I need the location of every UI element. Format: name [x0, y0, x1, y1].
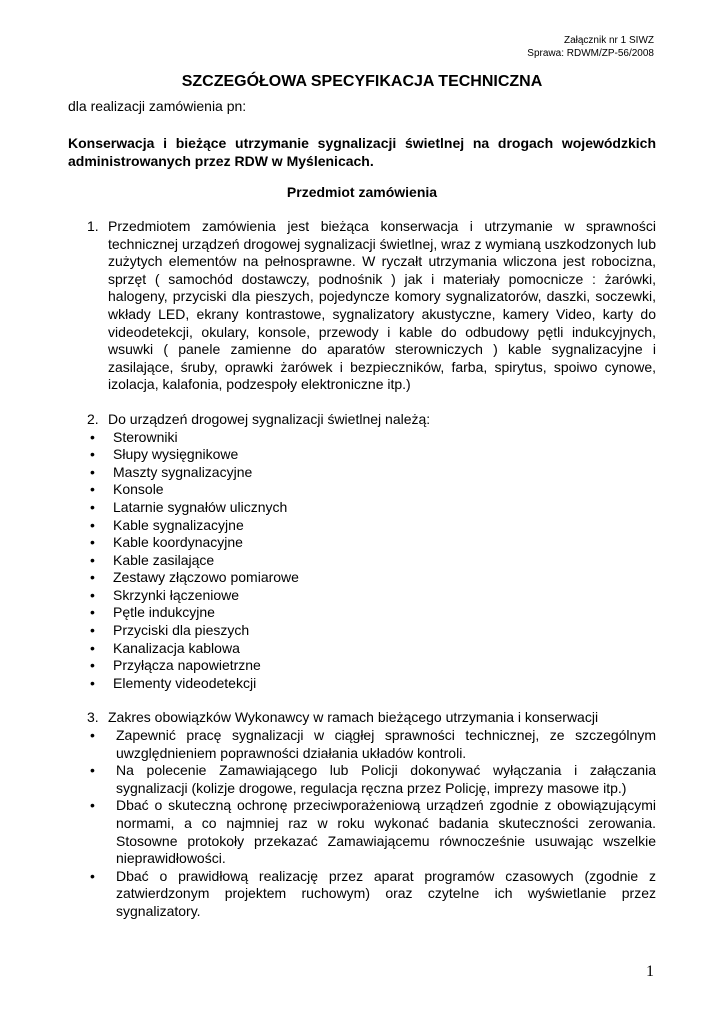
list-item: • Zapewnić pracę sygnalizacji w ciągłej sprawności technicznej, ze szczególnym uwzględnieniem poprawności działania układów kontroli.	[90, 727, 656, 761]
list-item: • Sterowniki	[90, 428, 178, 445]
item-number: 2.	[87, 410, 99, 427]
item-number: 3.	[87, 709, 99, 726]
section-heading: Przedmiot zamówienia	[286, 184, 438, 200]
attachment-line-2: Sprawa: RDWM/ZP-56/2008	[527, 48, 654, 59]
bullet-icon: •	[90, 622, 95, 639]
list-item: • Przyłącza napowietrzne	[90, 657, 261, 674]
list-item: • Kable koordynacyjne	[90, 534, 243, 551]
bullet-icon: •	[90, 463, 95, 480]
item-text: Zakres obowiązków Wykonawcy w ramach bieżącego utrzymania i konserwacji	[108, 709, 599, 726]
item-text: Przedmiotem zamówienia jest bieżąca konserwacja i utrzymanie w sprawności technicznej urządzeń drogowej sygnalizacji świetlnej, wraz z wymianą uszkodzonych lub zużytych elementów na pełnosprawne. W ryczałt utrzymania wliczona jest robocizna, sprzęt ( samochód dostawczy, podnośnik ) jak i materiały pomocnicze : żarówki, halogeny, przyciski dla pieszych, pojedyncze komory sygnalizatorów, daszki, soczewki, wkłady LED, ekrany kontrastowe, sygnalizatory akustyczne, kamery Video, karty do videodetekcji, okulary, konsole, przewody i kable do odbudowy pętli indukcyjnych, wsuwki ( panele zamienne do aparatów sterowniczych ) kable sygnalizacyjne i zasilające, śruby, oprawki żarówek i bezpieczników, farba, spirytus, spoiwo cynowe, izolacja, kalafonia, podzespoły elektroniczne itp.)	[108, 218, 656, 393]
bullet-icon: •	[90, 498, 95, 515]
list-item: • Kable zasilające	[90, 551, 215, 568]
list-item: • Na polecenie Zamawiającego lub Policji dokonywać wyłączania i załączania sygnalizacji (kolizje drogowe, regulacja ręczna przez Policję, imprezy masowe itp.)	[90, 762, 656, 796]
bullet-icon: •	[90, 604, 95, 621]
page-number: 1	[646, 963, 654, 980]
list-item: • Elementy videodetekcji	[90, 674, 257, 691]
bullet-icon: •	[90, 657, 95, 674]
numbered-item-2	[68, 411, 656, 429]
list-item: • Skrzynki łączeniowe	[90, 586, 240, 603]
bullet-icon: •	[90, 428, 95, 445]
list-item: • Dbać o skuteczną ochronę przeciwporażeniową urządzeń zgodnie z obowiązującymi normami, a co najmniej raz w roku wykonać badania skuteczności zerowania. Stosowne protokoły przekazać Zamawiającemu równocześnie usuwając wszelkie nieprawidłowości.	[90, 797, 656, 867]
numbered-item-1	[68, 218, 656, 394]
devices-list	[68, 429, 656, 693]
bullet-icon: •	[90, 639, 95, 656]
list-item: • Kanalizacja kablowa	[90, 639, 240, 656]
list-item: • Słupy wysięgnikowe	[90, 446, 239, 463]
bullet-icon: •	[90, 674, 95, 691]
list-item: • Latarnie sygnałów ulicznych	[90, 498, 288, 515]
bullet-icon: •	[90, 569, 95, 586]
list-item: • Pętle indukcyjne	[90, 604, 215, 621]
list-item: • Kable sygnalizacyjne	[90, 516, 244, 533]
numbered-item-3	[68, 709, 656, 727]
bullet-icon: •	[90, 762, 95, 779]
bullet-icon: •	[90, 586, 95, 603]
item-number: 1.	[87, 218, 99, 234]
bullet-icon: •	[90, 481, 95, 498]
subtitle: dla realizacji zamówienia pn:	[68, 98, 247, 114]
bullet-icon: •	[90, 867, 95, 884]
list-item: • Konsole	[90, 481, 164, 498]
bullet-icon: •	[90, 797, 95, 814]
attachment-note	[527, 34, 654, 60]
bullet-icon: •	[90, 446, 95, 463]
bullet-icon: •	[90, 516, 95, 533]
bullet-icon: •	[90, 727, 95, 744]
duties-list	[68, 727, 656, 921]
list-item: • Przyciski dla pieszych	[90, 622, 250, 639]
list-item: • Dbać o prawidłową realizację przez aparat programów czasowych (zgodnie z zatwierdzonym projektem ruchowym) oraz czytelne ich wyświetlanie przez sygnalizatory.	[90, 867, 656, 919]
item-text: Do urządzeń drogowej sygnalizacji świetlnej należą:	[108, 410, 431, 427]
order-subject: Konserwacja i bieżące utrzymanie sygnalizacji świetlnej na drogach wojewódzkich administrowanych przez RDW w Myślenicach.	[68, 135, 656, 169]
page-title: SZCZEGÓŁOWA SPECYFIKACJA TECHNICZNA	[181, 73, 543, 90]
bullet-icon: •	[90, 534, 95, 551]
bullet-icon: •	[90, 551, 95, 568]
document-body	[68, 218, 656, 921]
list-item: • Maszty sygnalizacyjne	[90, 463, 253, 480]
list-item: • Zestawy złączowo pomiarowe	[90, 569, 299, 586]
attachment-line-1: Załącznik nr 1 SIWZ	[563, 35, 654, 46]
